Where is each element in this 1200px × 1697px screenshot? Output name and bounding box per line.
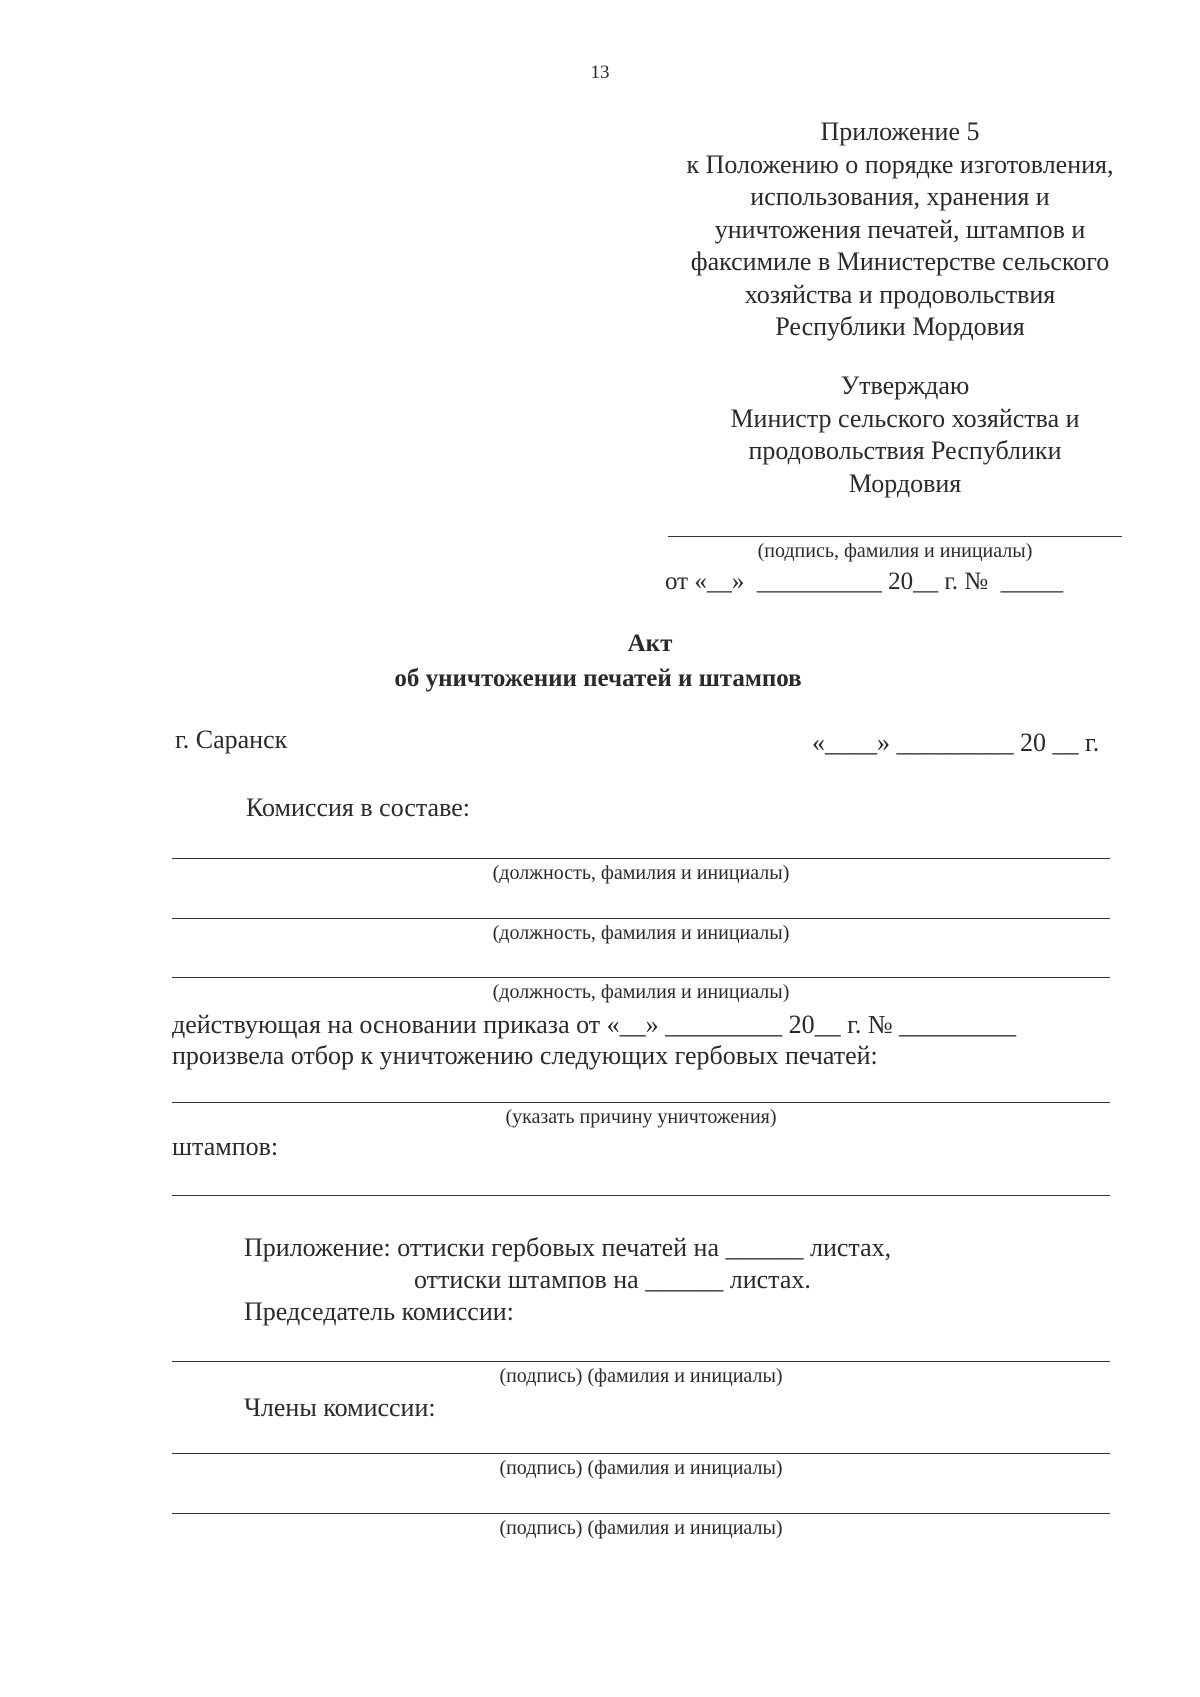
approval-line: Министр сельского хозяйства и [730,403,1080,433]
order-reference: действующая на основании приказа от «__» _________ 20__ г. № _________ [172,1010,1017,1039]
attachment-seals: Приложение: оттиски гербовых печатей на ______ листах, [244,1233,892,1262]
appendix-line: использования, хранения и [750,182,1050,211]
appendix-line: факсимиле в Министерстве сельского [690,247,1110,276]
chairman-signature-caption: (подпись) (фамилия и инициалы) [499,1365,783,1387]
stamps-label: штампов: [172,1132,279,1161]
appendix-line: Приложение 5 [820,117,980,146]
commission-member-line [172,977,1110,978]
document-date: «____» _________ 20 __ г. [812,728,1100,757]
approval-line: Мордовия [848,468,962,498]
appendix-line: хозяйства и продовольствия [744,279,1056,309]
document-title: Акт [627,630,673,657]
appendix-line: к Положению о порядке изготовления, [686,149,1114,179]
approval-date-line: от «__» __________ 20__ г. № _____ [665,568,1064,595]
commission-member-caption: (должность, фамилия и инициалы) [492,981,790,1003]
approval-signature-line [668,536,1122,537]
member-signature-line [172,1513,1110,1514]
reason-line [172,1102,1110,1103]
members-label: Члены комиссии: [244,1393,436,1422]
member-signature-caption: (подпись) (фамилия и инициалы) [499,1517,783,1539]
attachment-stamps: оттиски штампов на ______ листах. [414,1265,811,1294]
member-signature-line [172,1453,1110,1454]
stamps-line [172,1195,1110,1196]
member-signature-caption: (подпись) (фамилия и инициалы) [499,1457,783,1479]
commission-member-caption: (должность, фамилия и инициалы) [492,922,790,944]
commission-member-line [172,918,1110,919]
city-label: г. Саранск [175,725,288,754]
approval-signature-caption: (подпись, фамилия и инициалы) [757,540,1033,562]
approval-line: продовольствия Республики [748,436,1062,465]
appendix-line: уничтожения печатей, штампов и [714,214,1086,244]
commission-member-line [172,858,1110,859]
reason-caption: (указать причину уничтожения) [505,1106,777,1128]
chairman-signature-line [172,1361,1110,1362]
appendix-line: Республики Мордовия [775,312,1025,341]
commission-member-caption: (должность, фамилия и инициалы) [492,862,790,884]
chairman-label: Председатель комиссии: [244,1297,514,1326]
page-number: 13 [590,62,610,83]
commission-label: Комиссия в составе: [246,793,470,822]
document-subtitle: об уничтожении печатей и штампов [394,665,802,692]
appendix-header [640,116,1160,344]
approval-line: Утверждаю [840,371,970,400]
selection-text: произвела отбор к уничтожению следующих гербовых печатей: [172,1041,878,1070]
approval-block [680,370,1130,500]
